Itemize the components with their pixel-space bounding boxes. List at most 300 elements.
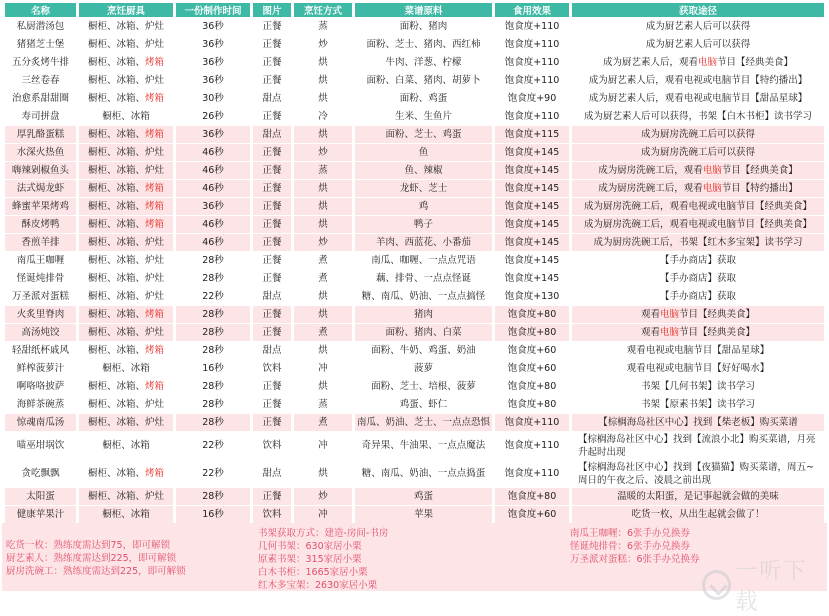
cell-tools	[79, 18, 173, 35]
cell-tools-segment: 橱柜、冰箱、	[87, 381, 145, 392]
cell-ingredients: 南瓜、咖喱、一点点咒语	[355, 252, 492, 269]
cell-method: 炒	[294, 234, 352, 251]
cell-tools	[79, 288, 173, 305]
cell-source-segment: 节目【特约播出】	[721, 183, 798, 194]
note-line: 怪诞炖排骨：6张手办兑换券	[570, 541, 691, 552]
cell-source	[572, 252, 824, 269]
table-row	[5, 396, 824, 413]
table-row	[5, 144, 824, 161]
cell-source-segment: 成为厨房洗碗工后，观看	[598, 165, 703, 176]
cell-effect: 饱食度+110	[495, 54, 569, 71]
cell-source	[572, 432, 824, 459]
cell-name: 高汤炖饺	[5, 324, 76, 341]
cell-time: 28秒	[176, 414, 250, 431]
cell-time: 46秒	[176, 180, 250, 197]
cell-ingredients: 面粉、白菜、猪肉、胡萝卜	[355, 72, 492, 89]
cell-name: 厚乳酪蛋糕	[5, 126, 76, 143]
cell-ingredients: 鱼、辣椒	[355, 162, 492, 179]
cell-time: 28秒	[176, 488, 250, 505]
cell-time: 36秒	[176, 36, 250, 53]
cell-tools	[79, 396, 173, 413]
header-name: 名称	[5, 3, 76, 17]
cell-name: 香煎羊排	[5, 234, 76, 251]
cell-time: 28秒	[176, 396, 250, 413]
cell-method: 烘	[294, 216, 352, 233]
cell-source	[572, 108, 824, 125]
cell-tools-segment: 烤箱	[145, 468, 165, 479]
cell-tools-segment: 橱柜、冰箱、炉灶	[87, 75, 164, 86]
cell-source	[572, 234, 824, 251]
cell-ingredients: 鸡蛋、虾仁	[355, 396, 492, 413]
cell-effect: 饱食度+60	[495, 506, 569, 523]
recipe-table	[2, 2, 827, 524]
cell-tools	[79, 270, 173, 287]
cell-image: 正餐	[253, 18, 291, 35]
cell-source	[572, 360, 824, 377]
cell-name: 轻甜纸杯戚风	[5, 342, 76, 359]
cell-method: 烘	[294, 460, 352, 487]
cell-time: 16秒	[176, 506, 250, 523]
cell-tools	[79, 506, 173, 523]
cell-source-segment: 电脑	[702, 165, 722, 176]
cell-ingredients: 鸭子	[355, 216, 492, 233]
cell-source-segment: 成为厨房洗碗工后，观看电视或电脑节目【经典美食】	[583, 201, 812, 212]
cell-name: 喵巫坩埚饮	[5, 432, 76, 459]
cell-image: 正餐	[253, 378, 291, 395]
table-row	[5, 180, 824, 197]
cell-effect: 饱食度+145	[495, 198, 569, 215]
cell-method: 烘	[294, 378, 352, 395]
cell-source-segment: 成为厨艺素人后，观看电视或电脑节目【甜品星球】	[588, 93, 808, 104]
cell-name: 蜂蜜苹果烤鸡	[5, 198, 76, 215]
cell-image: 甜点	[253, 288, 291, 305]
table-row	[5, 288, 824, 305]
cell-method: 烘	[294, 72, 352, 89]
cell-image: 正餐	[253, 108, 291, 125]
cell-tools-segment: 橱柜、冰箱、炉灶	[87, 237, 164, 248]
cell-source-segment: 成为厨艺素人后可以获得	[645, 39, 751, 50]
note-line: 吃货一枚：熟练度需达到75，即可解锁	[6, 540, 171, 551]
cell-name: 私厨潜汤包	[5, 18, 76, 35]
cell-name: 猪猪芝士堡	[5, 36, 76, 53]
cell-tools-segment: 橱柜、冰箱、	[87, 309, 145, 320]
cell-source-segment: 成为厨艺素人后可以获得，书架【白木书柜】读书学习	[583, 111, 812, 122]
cell-tools	[79, 180, 173, 197]
cell-source	[572, 18, 824, 35]
cell-time: 22秒	[176, 432, 250, 459]
cell-name: 寿司拼盘	[5, 108, 76, 125]
cell-ingredients: 羊肉、西蓝花、小番茄	[355, 234, 492, 251]
cell-tools-segment: 橱柜、冰箱、炉灶	[87, 255, 164, 266]
note-line: 原素书架：315家居小栗	[258, 554, 362, 565]
cell-effect: 饱食度+60	[495, 360, 569, 377]
table-row	[5, 432, 824, 459]
cell-effect: 饱食度+145	[495, 180, 569, 197]
cell-method: 煮	[294, 270, 352, 287]
cell-source-segment: 【棕榈海岛社区中心】找到【夜猫猫】购买菜谱，周五~周日的午夜之后、凌晨之前出现	[578, 461, 814, 486]
cell-source-segment: 成为厨房洗碗工后，书架【红木多宝架】读书学习	[593, 237, 803, 248]
cell-image: 正餐	[253, 306, 291, 323]
cell-name: 万圣派对蛋糕	[5, 288, 76, 305]
cell-tools	[79, 144, 173, 161]
cell-ingredients: 面粉、鸡蛋	[355, 90, 492, 107]
cell-tools-segment: 橱柜、冰箱、炉灶	[87, 165, 164, 176]
cell-time: 46秒	[176, 144, 250, 161]
cell-tools-segment: 橱柜、冰箱	[102, 111, 150, 122]
cell-image: 正餐	[253, 414, 291, 431]
cell-ingredients: 面粉、猪肉	[355, 18, 492, 35]
cell-time: 22秒	[176, 288, 250, 305]
cell-method: 烘	[294, 54, 352, 71]
cell-time: 16秒	[176, 360, 250, 377]
cell-source	[572, 488, 824, 505]
cell-name: 鲜榨菠萝汁	[5, 360, 76, 377]
cell-method: 烘	[294, 126, 352, 143]
table-row	[5, 460, 824, 487]
cell-time: 28秒	[176, 270, 250, 287]
table-row	[5, 234, 824, 251]
cell-tools-segment: 橱柜、冰箱、炉灶	[87, 39, 164, 50]
table-header-row	[5, 3, 824, 17]
cell-method: 烘	[294, 342, 352, 359]
cell-ingredients: 奇异果、牛油果、一点点魔法	[355, 432, 492, 459]
cell-source	[572, 144, 824, 161]
cell-method: 蒸	[294, 18, 352, 35]
cell-tools-segment: 橱柜、冰箱、	[87, 129, 145, 140]
cell-tools-segment: 烤箱	[145, 183, 165, 194]
cell-source-segment: 观看电视或电脑节目【好好喝水】	[626, 363, 770, 374]
cell-tools	[79, 306, 173, 323]
cell-tools	[79, 488, 173, 505]
cell-time: 36秒	[176, 72, 250, 89]
cell-time: 46秒	[176, 162, 250, 179]
header-source: 获取途径	[572, 3, 824, 17]
cell-effect: 饱食度+110	[495, 36, 569, 53]
cell-source-segment: 温暖的太阳蛋，是记事起就会做的美味	[617, 491, 779, 502]
cell-image: 正餐	[253, 144, 291, 161]
note-line: 厨艺素人：熟练度需达到225，即可解锁	[6, 553, 177, 564]
cell-source-segment: 书架【几何书架】读书学习	[640, 381, 755, 392]
note-line: 红木多宝架：2630家居小栗	[258, 580, 378, 591]
cell-time: 26秒	[176, 108, 250, 125]
cell-method: 冲	[294, 506, 352, 523]
cell-effect: 饱食度+80	[495, 396, 569, 413]
cell-effect: 饱食度+90	[495, 90, 569, 107]
cell-image: 甜点	[253, 342, 291, 359]
cell-time: 28秒	[176, 378, 250, 395]
cell-effect: 饱食度+80	[495, 488, 569, 505]
cell-name: 海鲜茶碗蒸	[5, 396, 76, 413]
watermark-logo-icon	[702, 570, 731, 600]
table-row	[5, 324, 824, 341]
cell-tools	[79, 162, 173, 179]
cell-source	[572, 54, 824, 71]
cell-tools-segment: 橱柜、冰箱、炉灶	[87, 273, 164, 284]
cell-tools-segment: 橱柜、冰箱、	[87, 345, 145, 356]
cell-tools	[79, 252, 173, 269]
cell-name: 啊咯咯披萨	[5, 378, 76, 395]
cell-effect: 饱食度+145	[495, 252, 569, 269]
cell-name: 惊魂南瓜汤	[5, 414, 76, 431]
cell-source	[572, 126, 824, 143]
table-row	[5, 54, 824, 71]
cell-ingredients: 面粉、猪肉、白菜	[355, 324, 492, 341]
cell-tools	[79, 342, 173, 359]
table-row	[5, 18, 824, 35]
watermark-text: 一听下载	[735, 559, 808, 615]
table-row	[5, 198, 824, 215]
cell-tools-segment: 烤箱	[145, 345, 165, 356]
cell-tools	[79, 90, 173, 107]
cell-source	[572, 198, 824, 215]
cell-source-segment: 【棕榈海岛社区中心】找到【柴老板】购买菜谱	[598, 417, 798, 428]
cell-name: 酥皮烤鸭	[5, 216, 76, 233]
cell-source	[572, 180, 824, 197]
cell-image: 正餐	[253, 216, 291, 233]
cell-method: 煮	[294, 324, 352, 341]
cell-tools-segment: 橱柜、冰箱、	[87, 468, 145, 479]
cell-tools-segment: 烤箱	[145, 201, 165, 212]
cell-image: 甜点	[253, 90, 291, 107]
cell-time: 28秒	[176, 342, 250, 359]
header-method: 烹饪方式	[294, 3, 352, 17]
cell-method: 炒	[294, 488, 352, 505]
table-row	[5, 506, 824, 523]
table-row	[5, 270, 824, 287]
cell-source-segment: 电脑	[702, 183, 722, 194]
cell-method: 冷	[294, 108, 352, 125]
cell-effect: 饱食度+145	[495, 144, 569, 161]
cell-source	[572, 216, 824, 233]
cell-image: 饮料	[253, 432, 291, 459]
cell-image: 正餐	[253, 324, 291, 341]
cell-effect: 饱食度+110	[495, 18, 569, 35]
cell-source	[572, 414, 824, 431]
cell-time: 28秒	[176, 252, 250, 269]
cell-source-segment: 成为厨房洗碗工后可以获得	[640, 129, 755, 140]
cell-image: 正餐	[253, 234, 291, 251]
cell-source	[572, 90, 824, 107]
cell-method: 冲	[294, 360, 352, 377]
cell-method: 烘	[294, 180, 352, 197]
cell-ingredients: 苹果	[355, 506, 492, 523]
cell-tools-segment: 橱柜、冰箱、	[87, 183, 145, 194]
table-row	[5, 342, 824, 359]
cell-tools-segment: 橱柜、冰箱、炉灶	[87, 291, 164, 302]
cell-method: 煮	[294, 252, 352, 269]
cell-method: 烘	[294, 198, 352, 215]
cell-name: 怪诞炖排骨	[5, 270, 76, 287]
cell-tools-segment: 橱柜、冰箱、炉灶	[87, 327, 164, 338]
cell-name: 水深火热鱼	[5, 144, 76, 161]
cell-image: 饮料	[253, 506, 291, 523]
cell-tools	[79, 414, 173, 431]
cell-effect: 饱食度+110	[495, 432, 569, 459]
cell-name: 健康苹果汁	[5, 506, 76, 523]
cell-image: 正餐	[253, 252, 291, 269]
cell-tools-segment: 烤箱	[145, 309, 165, 320]
cell-ingredients: 鸡蛋	[355, 488, 492, 505]
note-line: 南瓜王咖喱：6张手办兑换券	[570, 528, 691, 539]
header-ingredients: 菜谱原料	[355, 3, 492, 17]
table-row	[5, 306, 824, 323]
cell-image: 饮料	[253, 360, 291, 377]
header-image: 图片	[253, 3, 291, 17]
cell-effect: 饱食度+110	[495, 72, 569, 89]
cell-tools	[79, 378, 173, 395]
cell-source-segment: 电脑	[659, 309, 679, 320]
cell-method: 冲	[294, 432, 352, 459]
cell-source	[572, 288, 824, 305]
cell-tools	[79, 460, 173, 487]
cell-ingredients: 糖、南瓜、奶油、一点点捣蛋	[355, 460, 492, 487]
cell-ingredients: 藕、排骨、一点点怪诞	[355, 270, 492, 287]
cell-effect: 饱食度+145	[495, 270, 569, 287]
table-row	[5, 108, 824, 125]
cell-source	[572, 72, 824, 89]
cell-tools-segment: 橱柜、冰箱	[102, 440, 150, 451]
cell-source	[572, 506, 824, 523]
cell-tools	[79, 360, 173, 377]
cell-ingredients: 龙虾、芝士	[355, 180, 492, 197]
cell-source-segment: 节目【经典美食】	[717, 57, 794, 68]
cell-image: 正餐	[253, 270, 291, 287]
cell-tools-segment: 橱柜、冰箱、炉灶	[87, 417, 164, 428]
cell-image: 正餐	[253, 162, 291, 179]
cell-tools	[79, 234, 173, 251]
header-tools: 烹饪厨具	[79, 3, 173, 17]
cell-time: 36秒	[176, 126, 250, 143]
cell-time: 46秒	[176, 234, 250, 251]
cell-tools-segment: 橱柜、冰箱、炉灶	[87, 491, 164, 502]
cell-tools-segment: 橱柜、冰箱	[102, 363, 150, 374]
cell-time: 46秒	[176, 216, 250, 233]
cell-source-segment: 【棕榈海岛社区中心】找到【流浪小北】购买菜谱，月亮升起时出现	[578, 433, 816, 458]
table-row	[5, 72, 824, 89]
cell-effect: 饱食度+80	[495, 324, 569, 341]
note-line: 白木书柜：1665家居小栗	[258, 567, 368, 578]
cell-source-segment: 成为厨房洗碗工后可以获得	[640, 147, 755, 158]
cell-image: 正餐	[253, 36, 291, 53]
cell-name: 嗨辣剁椒鱼头	[5, 162, 76, 179]
cell-image: 正餐	[253, 396, 291, 413]
table-row	[5, 36, 824, 53]
cell-ingredients: 猪肉	[355, 306, 492, 323]
cell-time: 28秒	[176, 306, 250, 323]
cell-tools-segment: 烤箱	[145, 57, 165, 68]
cell-name: 三丝卷春	[5, 72, 76, 89]
table-row	[5, 90, 824, 107]
cell-tools-segment: 烤箱	[145, 219, 165, 230]
cell-ingredients: 牛肉、洋葱、柠檬	[355, 54, 492, 71]
cell-source	[572, 324, 824, 341]
cell-ingredients: 面粉、芝士、培根、菠萝	[355, 378, 492, 395]
cell-tools-segment: 橱柜、冰箱、	[87, 57, 145, 68]
table-row	[5, 414, 824, 431]
cell-image: 甜点	[253, 460, 291, 487]
cell-tools	[79, 72, 173, 89]
cell-tools-segment: 橱柜、冰箱、炉灶	[87, 147, 164, 158]
note-line: 书架获取方式：建造-房间-书房	[258, 528, 389, 539]
table-row	[5, 360, 824, 377]
cell-effect: 饱食度+60	[495, 342, 569, 359]
cell-effect: 饱食度+110	[495, 414, 569, 431]
cell-tools-segment: 烤箱	[145, 93, 165, 104]
cell-source-segment: 成为厨艺素人后，观看电视或电脑节目【特约播出】	[588, 75, 808, 86]
table-row	[5, 162, 824, 179]
header-time: 一份制作时间	[176, 3, 250, 17]
cell-source-segment: 观看电视或电脑节目【甜品星球】	[626, 345, 770, 356]
cell-source	[572, 342, 824, 359]
cell-source	[572, 270, 824, 287]
cell-tools	[79, 126, 173, 143]
cell-source-segment: 【手办商店】获取	[659, 291, 736, 302]
cell-source-segment: 书架【原素书架】读书学习	[640, 399, 755, 410]
cell-tools-segment: 橱柜、冰箱、炉灶	[87, 21, 164, 32]
cell-method: 烘	[294, 288, 352, 305]
cell-source-segment: 成为厨房洗碗工后，观看电视或电脑节目【经典美食】	[583, 219, 812, 230]
unlock-notes	[2, 523, 254, 591]
cell-ingredients: 生米、生鱼片	[355, 108, 492, 125]
cell-effect: 饱食度+110	[495, 460, 569, 487]
cell-method: 烘	[294, 306, 352, 323]
cell-tools	[79, 108, 173, 125]
cell-source-segment: 电脑	[659, 327, 679, 338]
cell-tools	[79, 36, 173, 53]
cell-image: 正餐	[253, 198, 291, 215]
watermark	[702, 554, 829, 616]
cell-source-segment: 成为厨艺素人后可以获得	[645, 21, 751, 32]
cell-method: 蒸	[294, 162, 352, 179]
cell-effect: 饱食度+145	[495, 234, 569, 251]
cell-image: 正餐	[253, 54, 291, 71]
cell-time: 30秒	[176, 90, 250, 107]
cell-method: 烘	[294, 90, 352, 107]
cell-source-segment: 节目【经典美食】	[679, 327, 756, 338]
cell-name: 五分炙烤牛排	[5, 54, 76, 71]
cell-time: 36秒	[176, 54, 250, 71]
cell-name: 火炙里脊肉	[5, 306, 76, 323]
cell-method: 煮	[294, 414, 352, 431]
cell-tools	[79, 324, 173, 341]
cell-source-segment: 节目【经典美食】	[721, 165, 798, 176]
cell-effect: 饱食度+145	[495, 216, 569, 233]
cell-source-segment: 节目【经典美食】	[679, 309, 756, 320]
cell-ingredients: 面粉、牛奶、鸡蛋、奶油	[355, 342, 492, 359]
table-row	[5, 378, 824, 395]
table-row	[5, 216, 824, 233]
table-row	[5, 252, 824, 269]
cell-tools	[79, 54, 173, 71]
cell-source	[572, 162, 824, 179]
cell-tools-segment: 烤箱	[145, 381, 165, 392]
cell-effect: 饱食度+115	[495, 126, 569, 143]
cell-source-segment: 观看	[640, 309, 660, 320]
cell-ingredients: 南瓜、奶油、芝士、一点点恐惧	[355, 414, 492, 431]
cell-method: 炒	[294, 144, 352, 161]
cell-name: 南瓜王咖喱	[5, 252, 76, 269]
bookshelf-notes	[254, 523, 566, 591]
cell-method: 炒	[294, 36, 352, 53]
cell-time: 22秒	[176, 460, 250, 487]
cell-source-segment: 成为厨艺素人后，观看	[602, 57, 698, 68]
cell-ingredients: 面粉、芝士、鸡蛋	[355, 126, 492, 143]
header-effect: 食用效果	[495, 3, 569, 17]
cell-name: 法式焗龙虾	[5, 180, 76, 197]
cell-source-segment: 吃货一枚，从出生起就会做了！	[631, 509, 765, 520]
cell-effect: 饱食度+80	[495, 306, 569, 323]
cell-tools	[79, 216, 173, 233]
